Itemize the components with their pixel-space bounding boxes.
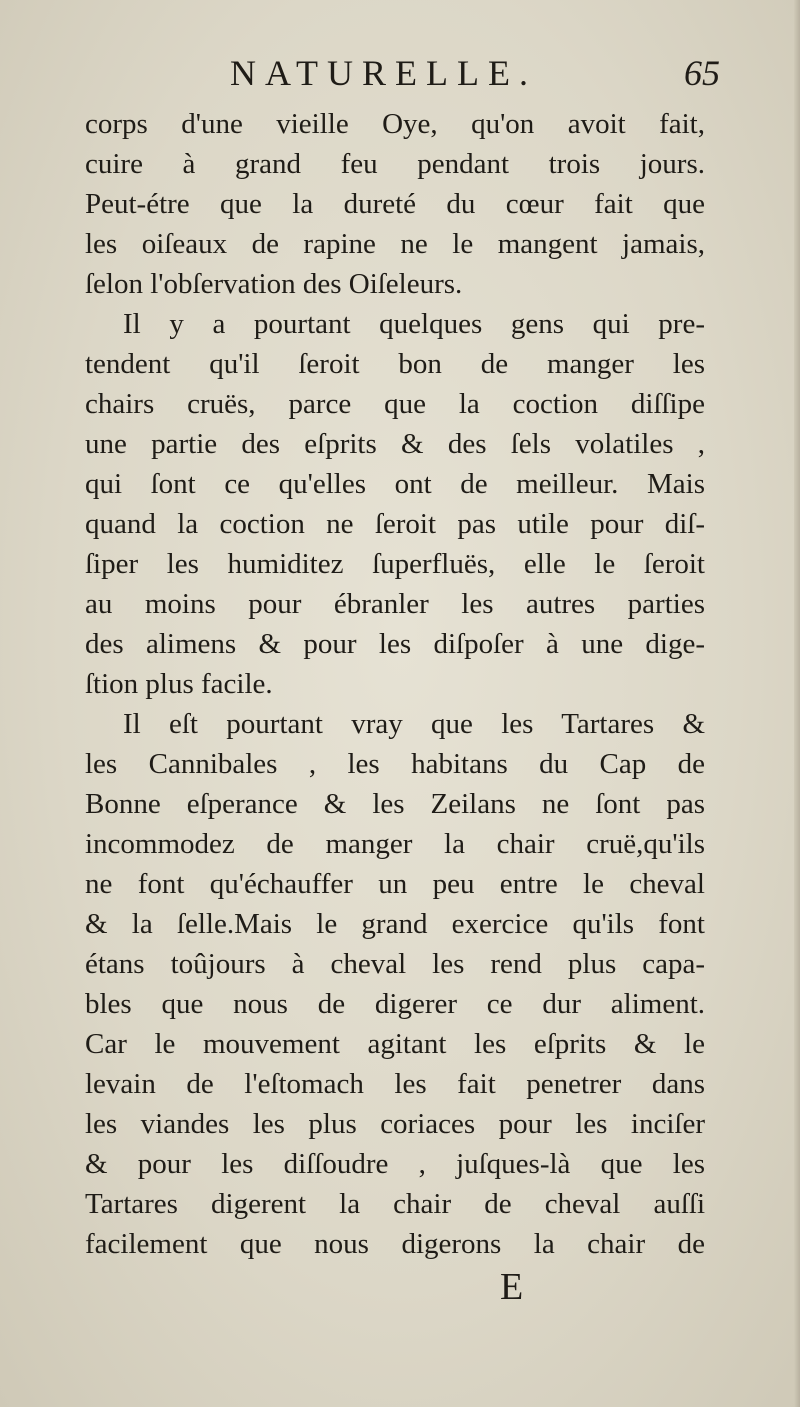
text-line: Il eſt pourtant vray que les Tartares & [123,708,705,740]
text-line: les viandes les plus coriaces pour les inciſer [85,1108,705,1140]
text-line: ſtion plus facile. [85,668,273,700]
text-line: incommodez de manger la chair cruë,qu'ils [85,828,705,860]
text-line: chairs cruës, parce que la coction diſſipe [85,388,705,420]
text-line: Car le mouvement agitant les eſprits & le [85,1028,705,1060]
text-line: quand la coction ne ſeroit pas utile pour diſ- [85,508,705,540]
text-line: ſelon l'obſervation des Oiſeleurs. [85,268,463,300]
text-line: des alimens & pour les diſpoſer à une dige- [85,628,705,660]
text-line: & pour les diſſoudre , juſques-là que les [85,1148,705,1180]
running-title: NATURELLE. [230,53,537,93]
text-line: bles que nous de digerer ce dur aliment. [85,988,705,1020]
text-line: étans toûjours à cheval les rend plus capa- [85,948,705,980]
text-line: & la ſelle.Mais le grand exercice qu'ils font [85,908,705,940]
text-line: Bonne eſperance & les Zeilans ne ſont pas [85,788,705,820]
text-line: corps d'une vieille Oye, qu'on avoit fait, [85,108,705,140]
page-number: 65 [684,53,720,93]
body-text [85,104,705,1264]
text-line: cuire à grand feu pendant trois jours. [85,148,705,180]
text-line: facilement que nous digerons la chair de [85,1228,705,1260]
catchword: E [500,1266,524,1308]
text-line: les oiſeaux de rapine ne le mangent jamais, [85,228,705,260]
page-header [230,48,720,98]
text-line: levain de l'eſtomach les fait penetrer dans [85,1068,705,1100]
text-line: Peut-étre que la dureté du cœur fait que [85,188,705,220]
text-line: Il y a pourtant quelques gens qui pre- [123,308,705,340]
text-line: au moins pour ébranler les autres parties [85,588,705,620]
text-line: les Cannibales , les habitans du Cap de [85,748,705,780]
text-line: tendent qu'il ſeroit bon de manger les [85,348,705,380]
text-line: qui ſont ce qu'elles ont de meilleur. Mais [85,468,705,500]
page-edge [794,0,800,1407]
text-line: Tartares digerent la chair de cheval auſſi [85,1188,705,1220]
text-line: ſiper les humiditez ſuperfluës, elle le ſeroit [85,548,705,580]
text-line: ne font qu'échauffer un peu entre le cheval [85,868,705,900]
text-line: une partie des eſprits & des ſels volatiles , [85,428,705,460]
